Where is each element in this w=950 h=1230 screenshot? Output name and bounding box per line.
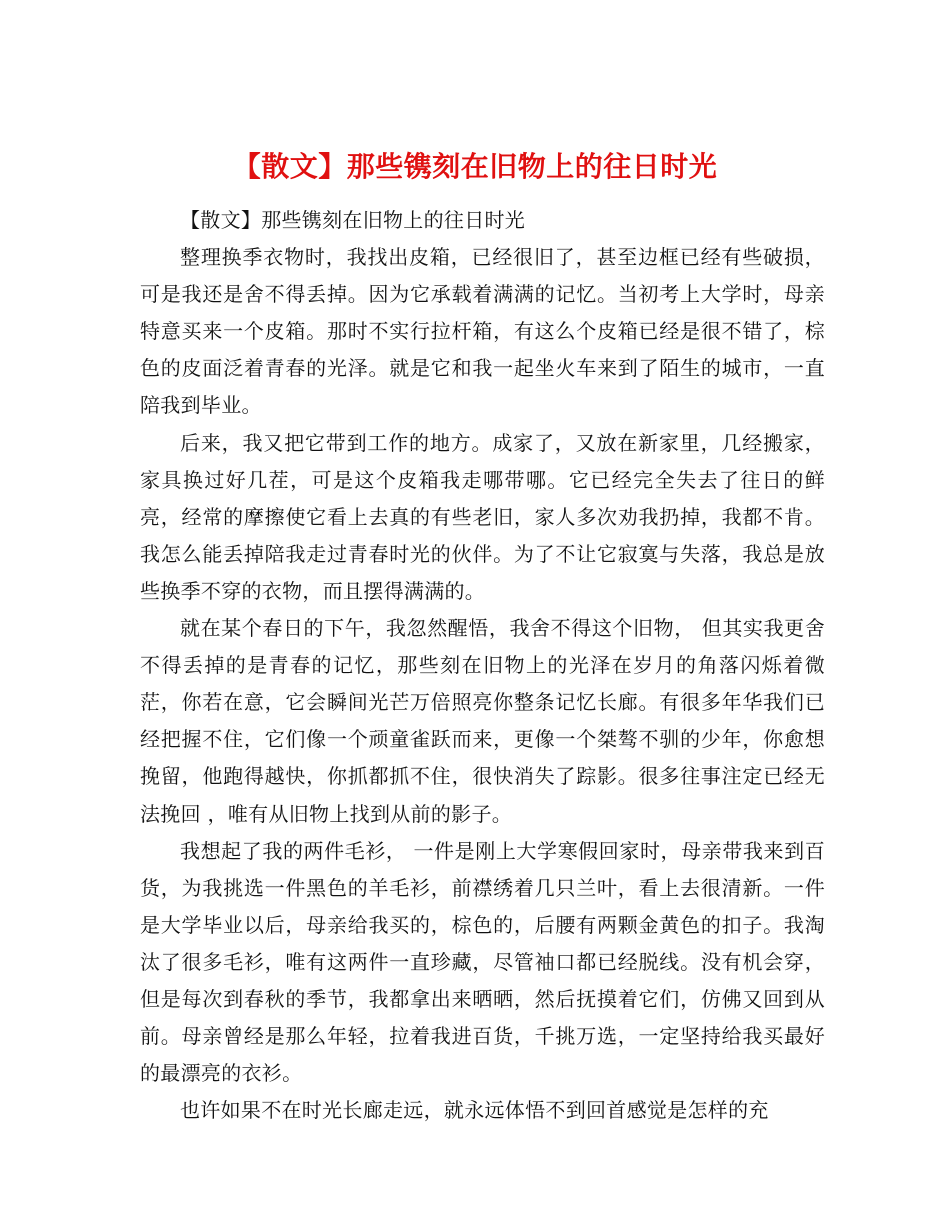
paragraph: 我想起了我的两件毛衫， 一件是刚上大学寒假回家时，母亲带我来到百货，为我挑选一件黑色的羊毛衫，前襟绣着几只兰叶，看上去很清新。一件是大学毕业以后，母亲给我买的，棕色的，后腰有两颗金黄色的扣子。我淘汰了很多毛衫，唯有这两件一直珍藏，尽管袖口都已经脱线。没有机会穿，但是每次到春秋的季节，我都拿出来晒晒，然后抚摸着它们，仿佛又回到从前。母亲曾经是那么年轻，拉着我进百货，千挑万选，一定坚持给我买最好的最漂亮的衣衫。 (140, 838, 825, 1086)
article-body (140, 202, 825, 1129)
paragraph: 也许如果不在时光长廊走远，就永远体悟不到回首感觉是怎样的充 (180, 1098, 769, 1123)
paragraph-subtitle: 【散文】那些镌刻在旧物上的往日时光 (180, 208, 526, 232)
paragraph: 整理换季衣物时，我找出皮箱，已经很旧了，甚至边框已经有些破损，可是我还是舍不得丢掉。因为它承载着满满的记忆。当初考上大学时，母亲特意买来一个皮箱。那时不实行拉杆箱，有这么个皮箱已经是很不错了，棕色的皮面泛着青春的光泽。就是它和我一起坐火车来到了陌生的城市，一直陪我到毕业。 (140, 245, 825, 418)
paragraph: 就在某个春日的下午，我忽然醒悟，我舍不得这个旧物， 但其实我更舍不得丢掉的是青春的记忆，那些刻在旧物上的光泽在岁月的角落闪烁着微茫，你若在意，它会瞬间光芒万倍照亮你整条记忆长廊。有很多年华我们已经把握不住，它们像一个顽童雀跃而来，更像一个桀骜不驯的少年，你愈想挽留，他跑得越快，你抓都抓不住，很快消失了踪影。很多往事注定已经无法挽回 ，唯有从旧物上找到从前的影子。 (140, 616, 825, 826)
page-title: 【散文】那些镌刻在旧物上的往日时光 (232, 149, 718, 183)
paragraph: 后来，我又把它带到工作的地方。成家了，又放在新家里，几经搬家，家具换过好几茬，可是这个皮箱我走哪带哪。它已经完全失去了往日的鲜亮，经常的摩擦使它看上去真的有些老旧，家人多次劝我扔掉，我都不肯。我怎么能丢掉陪我走过青春时光的伙伴。为了不让它寂寞与失落，我总是放些换季不穿的衣物，而且摆得满满的。 (140, 430, 825, 603)
